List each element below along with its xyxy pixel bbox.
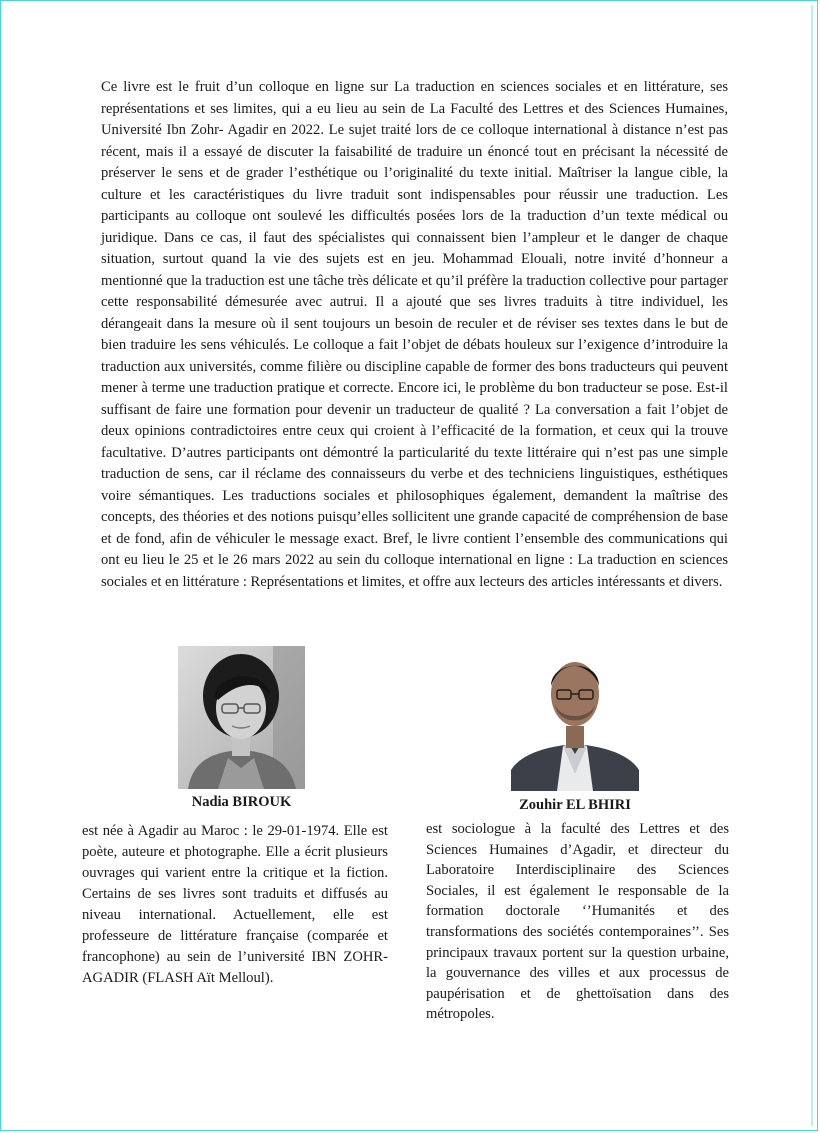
author-photo-nadia-birouk xyxy=(178,646,305,789)
author-bio-nadia-birouk: est née à Agadir au Maroc : le 29-01-1974. Elle est poète, auteure et photographe. Elle a écrit plusieurs ouvrages qui varient entre la critique et la fiction. Certains de ses livres sont traduits et diffusés au niveau international. Actuellement, elle est professeure de littérature française (comparée et francophone) au sein de l’université IBN ZOHR-AGADIR (FLASH Aït Melloul). xyxy=(82,823,388,986)
author-photo-zouhir-el-bhiri xyxy=(511,646,639,791)
author-bio-zouhir-el-bhiri: est sociologue à la faculté des Lettres et des Sciences Humaines d’Agadir, et directeur du Laboratoire Interdisciplinaire des Sciences Sociales, il est également le responsable de la formation doctorale ‘’Humanités et des transformations des sociétés contemporaines’’. Ses principaux travaux portent sur la question urbaine, la gouvernance des villes et aux processus de paupérisation et de ghettoïsation dans des métropoles. xyxy=(426,821,729,1023)
author-name-nadia-birouk: Nadia BIROUK xyxy=(191,794,292,810)
intro-paragraph: Ce livre est le fruit d’un colloque en ligne sur La traduction en sciences sociales et en littérature, ses représentations et ses limites, qui a eu lieu au sein de La Faculté des Lettres et des Sciences Humaines, Université Ibn Zohr- Agadir en 2022. Le sujet traité lors de ce colloque international à distance n’est pas récent, mais il a essayé de discuter la faisabilité de traduire un énoncé tout en précisant la nécessité de préserver le sens et de grader l’esthétique ou l’originalité du texte initial. Maîtriser la langue cible, la culture et les caractéristiques du livre traduit sont indispensables pour réussir une traduction. Les participants au colloque ont soulevé les difficultés posées lors de la traduction d’un texte médical ou juridique. Dans ce cas, il faut des spécialistes qui connaissent bien l’ampleur et le danger de chaque situation, surtout quand la vie des sujets est en jeu. Mohammad Elouali, notre invité d’honneur a mentionné que la traduction est une tâche très délicate et qu’il préfère la traduction collective pour partager cette responsabilité démesurée avec autrui. Il a ajouté que ses livres traduits à titre individuel, les dérangeait dans la mesure où il sent toujours un besoin de reculer et de réviser ses textes dans le but de bien traduire les sens véhiculés. Le colloque a fait l’objet de débats houleux sur l’exigence d’introduire la traduction aux universités, comme filière ou discipline capable de former des bons traducteurs qui peuvent mener à terme une traduction pratique et correcte. Encore ici, le problème du bon traducteur se pose. Est-il suffisant de faire une formation pour devenir un traducteur de qualité ? La conversation a fait l’objet de deux opinions contradictoires entre ceux qui croient à l’efficacité de la formation, et ceux qui la trouve facultative. D’autres participants ont démontré la particularité du texte littéraire qui n’est pas une simple traduction de sens, car il réclame des connaisseurs du verbe et des techniciens linguistiques, esthétiques voire sémantiques. Les traductions sociales et philosophiques également, demandent la maîtrise des concepts, des théories et des notions puisqu’elles sollicitent une grande capacité de compréhension de base et de fond, afin de véhiculer le message exact. Bref, le livre contient l’ensemble des communications qui ont eu lieu le 25 et le 26 mars 2022 au sein du colloque international en ligne : La traduction en sciences sociales et en littérature : Représentations et limites, et offre aux lecteurs des articles intéressants et divers. xyxy=(101,79,728,590)
author-name-zouhir-el-bhiri: Zouhir EL BHIRI xyxy=(519,797,631,813)
